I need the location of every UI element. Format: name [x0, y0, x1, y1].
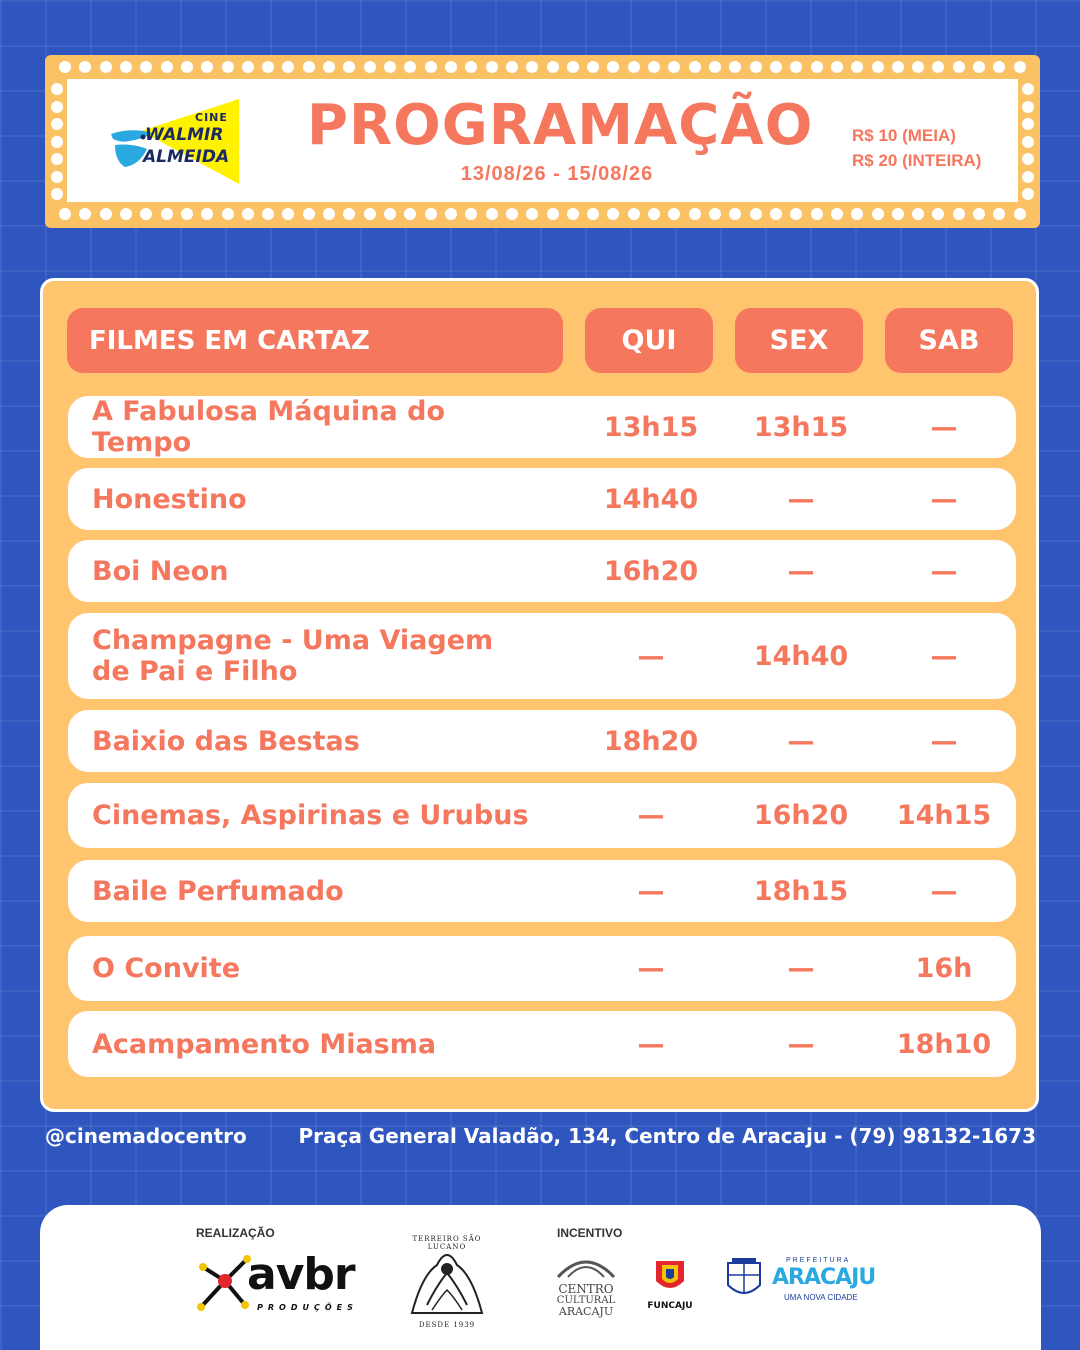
prefeitura-label: PREFEITURA	[786, 1257, 851, 1264]
marquee-bulb	[303, 208, 315, 220]
time-qui: 16h20	[603, 555, 699, 587]
header-films: FILMES EM CARTAZ	[67, 308, 563, 373]
marquee-bulb	[628, 61, 640, 73]
time-sex: 16h20	[753, 800, 849, 831]
logo-line-almeida: ALMEIDA	[143, 147, 230, 167]
marquee-bulb	[1014, 61, 1026, 73]
marquee-bulb	[912, 61, 924, 73]
marquee-bulb	[770, 208, 782, 220]
marquee-bulb	[526, 61, 538, 73]
film-title: Boi Neon	[92, 555, 229, 587]
marquee-bulb	[526, 208, 538, 220]
film-title: Acampamento Miasma	[92, 1028, 437, 1060]
centro-cultural-arch-icon	[554, 1253, 618, 1279]
time-sab: 18h10	[896, 1028, 992, 1060]
film-title: Honestino	[92, 483, 247, 515]
film-row	[68, 710, 1016, 772]
marquee-bulb	[262, 61, 274, 73]
prefeitura-tagline: UMA NOVA CIDADE	[784, 1293, 858, 1302]
marquee-bulb	[181, 208, 193, 220]
marquee-bulb	[689, 61, 701, 73]
marquee-bulb	[161, 61, 173, 73]
marquee-bulb	[59, 208, 71, 220]
marquee-bulb	[831, 208, 843, 220]
terreiro-since: DESDE 1939	[418, 1321, 476, 1329]
avbr-wordmark: avbr	[247, 1249, 355, 1300]
funcaju-logo	[644, 1257, 696, 1313]
marquee-bulb	[1022, 136, 1034, 148]
marquee-bulb	[729, 61, 741, 73]
marquee-bulb	[486, 61, 498, 73]
prefeitura-city: ARACAJU	[772, 1265, 876, 1290]
marquee-bulb	[892, 61, 904, 73]
marquee-bulb	[1022, 188, 1034, 200]
marquee-bulb	[973, 208, 985, 220]
time-sab: —	[930, 875, 958, 907]
film-title: A Fabulosa Máquina do Tempo	[92, 396, 446, 458]
film-row	[68, 468, 1016, 530]
time-sex: 18h15	[753, 875, 849, 907]
header-sab: SAB	[885, 308, 1013, 373]
marquee-bulb	[242, 208, 254, 220]
film-row	[68, 783, 1016, 848]
marquee-bulb	[709, 208, 721, 220]
film-row	[68, 860, 1016, 922]
time-sab: —	[930, 725, 958, 757]
bulb-row-bottom	[59, 206, 1026, 222]
marquee-bulb	[343, 61, 355, 73]
marquee-bulb	[953, 61, 965, 73]
marquee-bulb	[1022, 101, 1034, 113]
marquee-bulb	[445, 61, 457, 73]
marquee-bulb	[51, 153, 63, 165]
marquee-bulb	[506, 208, 518, 220]
logo-line-walmir: WALMIR	[145, 125, 224, 145]
time-sab: —	[930, 640, 958, 672]
marquee-bulb	[303, 61, 315, 73]
marquee-bulb	[912, 208, 924, 220]
marquee-bulb	[648, 61, 660, 73]
marquee-bulb	[364, 61, 376, 73]
logo-line-cine: CINE	[195, 111, 228, 124]
marquee-bulb	[587, 61, 599, 73]
bulb-row-top	[59, 59, 1026, 75]
avbr-logo	[195, 1249, 375, 1318]
marquee-bulb	[364, 208, 376, 220]
marquee-bulb	[404, 61, 416, 73]
time-sab: —	[930, 411, 958, 443]
marquee-bulb	[222, 208, 234, 220]
price-half: R$ 10 (MEIA)	[852, 126, 956, 145]
time-qui: —	[637, 875, 665, 907]
funcaju-name: FUNCAJU	[647, 1301, 693, 1311]
marquee-bulb	[668, 61, 680, 73]
incentivo-label: INCENTIVO	[557, 1226, 623, 1240]
marquee-bulb	[668, 208, 680, 220]
marquee-bulb	[790, 208, 802, 220]
marquee-bulb	[973, 61, 985, 73]
funcaju-shield-icon	[644, 1257, 696, 1297]
marquee-bulb	[445, 208, 457, 220]
marquee-bulb	[709, 61, 721, 73]
marquee-bulb	[181, 61, 193, 73]
marquee-bulb	[161, 208, 173, 220]
marquee-bulb	[993, 61, 1005, 73]
marquee-bulb	[872, 61, 884, 73]
terreiro-logo	[402, 1235, 492, 1335]
aracaju-coat-of-arms-icon	[724, 1257, 764, 1301]
marquee-bulb	[750, 208, 762, 220]
bulb-column-left	[49, 83, 65, 200]
marquee-bulb	[770, 61, 782, 73]
marquee-bulb	[567, 208, 579, 220]
marquee-panel	[67, 79, 1018, 202]
page-title: PROGRAMAÇÃO	[307, 93, 814, 158]
marquee-bulb	[384, 208, 396, 220]
marquee-bulb	[262, 208, 274, 220]
bulb-column-right	[1020, 83, 1036, 200]
time-sab: —	[930, 555, 958, 587]
marquee-bulb	[811, 208, 823, 220]
time-qui: —	[637, 640, 665, 672]
marquee-bulb	[689, 208, 701, 220]
marquee-bulb	[51, 171, 63, 183]
marquee-bulb	[506, 61, 518, 73]
film-row	[68, 613, 1016, 699]
marquee-bulb	[872, 208, 884, 220]
schedule-panel	[40, 278, 1039, 1112]
marquee-bulb	[486, 208, 498, 220]
marquee-bulb	[1014, 208, 1026, 220]
marquee-bulb	[607, 61, 619, 73]
film-row	[68, 396, 1016, 458]
marquee-bulb	[851, 208, 863, 220]
marquee-bulb	[222, 61, 234, 73]
header-sex: SEX	[735, 308, 863, 373]
time-qui: 14h40	[603, 483, 699, 515]
time-sex: —	[787, 725, 815, 757]
time-sex: 14h40	[753, 640, 849, 672]
centro-cultural-sub: CULTURAL	[556, 1295, 616, 1306]
marquee-bulb	[323, 61, 335, 73]
marquee-bulb	[851, 61, 863, 73]
film-row	[68, 540, 1016, 602]
marquee-bulb	[140, 208, 152, 220]
price-full: R$ 20 (INTEIRA)	[852, 151, 982, 170]
film-title: Baixio das Bestas	[92, 725, 360, 757]
marquee-bulb	[201, 208, 213, 220]
marquee-bulb	[790, 61, 802, 73]
time-qui: 13h15	[603, 411, 699, 443]
marquee-bulb	[607, 208, 619, 220]
marquee-header	[45, 55, 1040, 228]
marquee-bulb	[120, 208, 132, 220]
marquee-bulb	[567, 61, 579, 73]
marquee-bulb	[425, 61, 437, 73]
cine-walmir-almeida-logo	[91, 89, 251, 189]
avbr-molecule-icon	[195, 1253, 255, 1313]
film-title: Baile Perfumado	[92, 875, 344, 907]
marquee-bulb	[51, 118, 63, 130]
marquee-bulb	[100, 61, 112, 73]
film-title: Champagne - Uma Viagem de Pai e Filho	[92, 625, 494, 687]
marquee-bulb	[140, 61, 152, 73]
marquee-bulb	[59, 61, 71, 73]
time-sab: 14h15	[896, 800, 992, 831]
marquee-bulb	[51, 136, 63, 148]
marquee-bulb	[628, 208, 640, 220]
marquee-bulb	[1022, 153, 1034, 165]
centro-cultural-logo	[554, 1253, 618, 1317]
marquee-bulb	[547, 61, 559, 73]
header-qui: QUI	[585, 308, 713, 373]
marquee-bulb	[384, 61, 396, 73]
time-qui: 18h20	[603, 725, 699, 757]
marquee-bulb	[323, 208, 335, 220]
avbr-subtitle: PRODUÇÕES	[257, 1303, 358, 1312]
marquee-bulb	[282, 61, 294, 73]
time-qui: —	[637, 800, 665, 831]
marquee-bulb	[1022, 171, 1034, 183]
terreiro-name: TERREIRO SÃO LUCANO	[412, 1235, 482, 1251]
marquee-bulb	[79, 61, 91, 73]
marquee-bulb	[811, 61, 823, 73]
marquee-bulb	[932, 61, 944, 73]
marquee-bulb	[729, 208, 741, 220]
centro-cultural-name: CENTRO	[558, 1282, 614, 1296]
marquee-bulb	[404, 208, 416, 220]
instagram-handle[interactable]: @cinemadocentro	[45, 1124, 247, 1148]
time-sab: 16h	[915, 953, 973, 984]
marquee-bulb	[51, 188, 63, 200]
marquee-bulb	[465, 61, 477, 73]
marquee-bulb	[242, 61, 254, 73]
time-sex: 13h15	[753, 411, 849, 443]
marquee-bulb	[993, 208, 1005, 220]
marquee-bulb	[120, 61, 132, 73]
marquee-bulb	[831, 61, 843, 73]
marquee-bulb	[750, 61, 762, 73]
date-range: 13/08/26 - 15/08/26	[460, 163, 654, 185]
film-title: Cinemas, Aspirinas e Urubus	[92, 800, 529, 831]
time-sex: —	[787, 555, 815, 587]
film-title: O Convite	[92, 953, 241, 984]
marquee-bulb	[648, 208, 660, 220]
marquee-bulb	[79, 208, 91, 220]
marquee-bulb	[425, 208, 437, 220]
centro-cultural-city: ARACAJU	[558, 1305, 614, 1318]
time-qui: —	[637, 1028, 665, 1060]
marquee-bulb	[100, 208, 112, 220]
address-phone: Praça General Valadão, 134, Centro de Aracaju - (79) 98132-1673	[298, 1124, 1036, 1148]
marquee-bulb	[282, 208, 294, 220]
marquee-bulb	[892, 208, 904, 220]
prefeitura-aracaju-logo	[724, 1257, 884, 1307]
marquee-bulb	[1022, 118, 1034, 130]
time-qui: —	[637, 953, 665, 984]
marquee-bulb	[343, 208, 355, 220]
time-sex: —	[787, 953, 815, 984]
marquee-bulb	[932, 208, 944, 220]
sponsor-strip	[40, 1205, 1041, 1350]
time-sex: —	[787, 1028, 815, 1060]
time-sab: —	[930, 483, 958, 515]
film-row	[68, 1011, 1016, 1077]
marquee-bulb	[547, 208, 559, 220]
marquee-bulb	[51, 101, 63, 113]
marquee-bulb	[201, 61, 213, 73]
film-row	[68, 936, 1016, 1001]
marquee-bulb	[1022, 83, 1034, 95]
ticket-prices	[852, 123, 981, 173]
marquee-bulb	[51, 83, 63, 95]
marquee-bulb	[953, 208, 965, 220]
realizacao-label: REALIZAÇÃO	[196, 1226, 275, 1240]
marquee-bulb	[465, 208, 477, 220]
time-sex: —	[787, 483, 815, 515]
marquee-bulb	[587, 208, 599, 220]
